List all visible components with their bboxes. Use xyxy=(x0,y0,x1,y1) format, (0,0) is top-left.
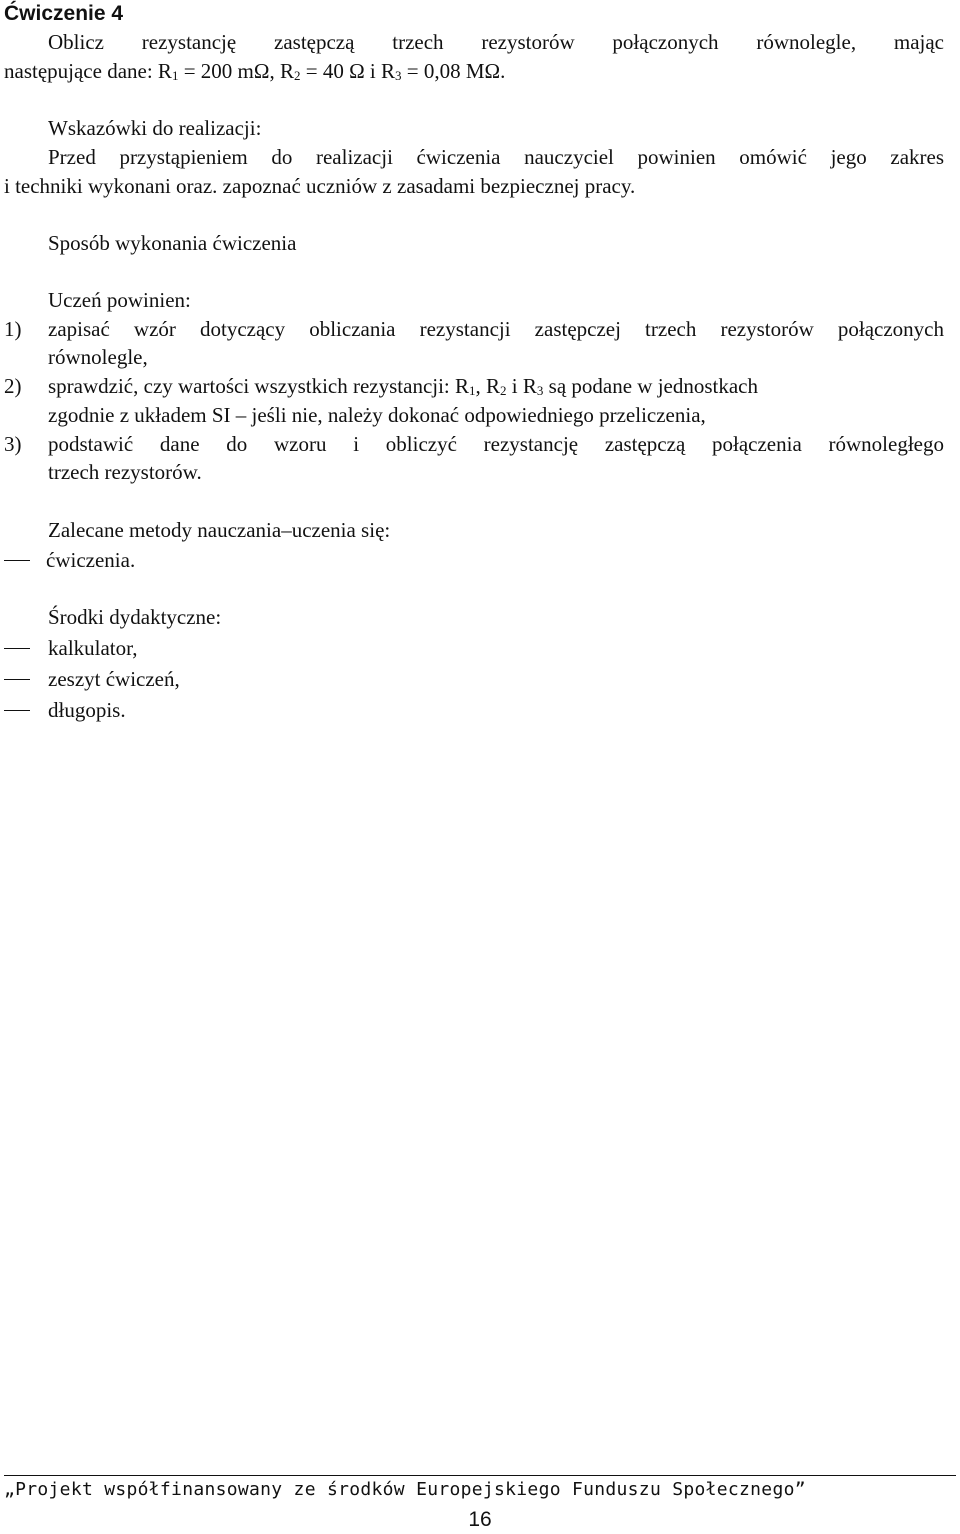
hints-line-2: i techniki wykonani oraz. zapoznać uczniów z zasadami bezpiecznej pracy. xyxy=(4,174,636,198)
step-2-sep-1: , R xyxy=(475,374,501,398)
list-dash xyxy=(4,679,30,680)
r3-subscript: 3 xyxy=(395,68,402,83)
step-2-prefix: sprawdzić, czy wartości wszystkich rezystancji: R xyxy=(48,374,470,398)
step-2-r1-subscript: 1 xyxy=(469,383,476,398)
task-line-1: Oblicz rezystancję zastępczą trzech rezystorów połączonych równolegle, mając xyxy=(48,30,944,54)
step-2-number: 2) xyxy=(4,374,22,398)
list-dash xyxy=(4,648,30,649)
step-3-line-1: podstawić dane do wzoru i obliczyć rezystancję zastępczą połączenia równoległego xyxy=(48,432,944,456)
didactic-aids-heading: Środki dydaktyczne: xyxy=(48,605,222,629)
r1-value: = 200 mΩ, R xyxy=(178,59,294,83)
step-1-line-1: zapisać wzór dotyczący obliczania rezystancji zastępczej trzech rezystorów połączonych xyxy=(48,317,944,341)
teaching-method-item: ćwiczenia. xyxy=(46,548,136,572)
exercise-title: Ćwiczenie 4 xyxy=(4,2,124,25)
student-heading: Uczeń powinien: xyxy=(48,288,191,312)
hints-line-1: Przed przystąpieniem do realizacji ćwiczenia nauczyciel powinien omówić jego zakres xyxy=(48,145,944,169)
footer-funding-note: „Projekt współfinansowany ze środków Europejskiego Funduszu Społecznego” xyxy=(4,1479,806,1500)
step-2-r2-subscript: 2 xyxy=(500,383,507,398)
page-number: 16 xyxy=(468,1508,492,1531)
step-2-suffix: są podane w jednostkach xyxy=(543,374,758,398)
task-data-prefix: następujące dane: R xyxy=(4,59,172,83)
r1-subscript: 1 xyxy=(171,68,179,83)
task-line-2 xyxy=(4,57,505,90)
step-2-r3-subscript: 3 xyxy=(536,383,544,398)
r2-subscript: 2 xyxy=(293,68,301,83)
step-1-number: 1) xyxy=(4,317,22,341)
r2-value: = 40 Ω i R xyxy=(300,59,396,83)
didactic-aid-item: zeszyt ćwiczeń, xyxy=(48,667,180,691)
r3-value: = 0,08 MΩ. xyxy=(401,59,506,83)
list-dash xyxy=(4,560,30,561)
list-dash xyxy=(4,710,30,711)
step-1-line-2: równolegle, xyxy=(48,345,148,369)
step-2-line-2: zgodnie z układem SI – jeśli nie, należy dokonać odpowiedniego przeliczenia, xyxy=(48,403,706,427)
didactic-aid-item: długopis. xyxy=(48,698,126,722)
step-2-sep-2: i R xyxy=(506,374,537,398)
footer-divider xyxy=(4,1475,956,1476)
didactic-aid-item: kalkulator, xyxy=(48,636,138,660)
step-3-line-2: trzech rezystorów. xyxy=(48,460,202,484)
step-3-number: 3) xyxy=(4,432,22,456)
hints-heading: Wskazówki do realizacji: xyxy=(48,116,262,140)
method-heading: Sposób wykonania ćwiczenia xyxy=(48,231,297,255)
teaching-methods-heading: Zalecane metody nauczania–uczenia się: xyxy=(48,518,391,542)
